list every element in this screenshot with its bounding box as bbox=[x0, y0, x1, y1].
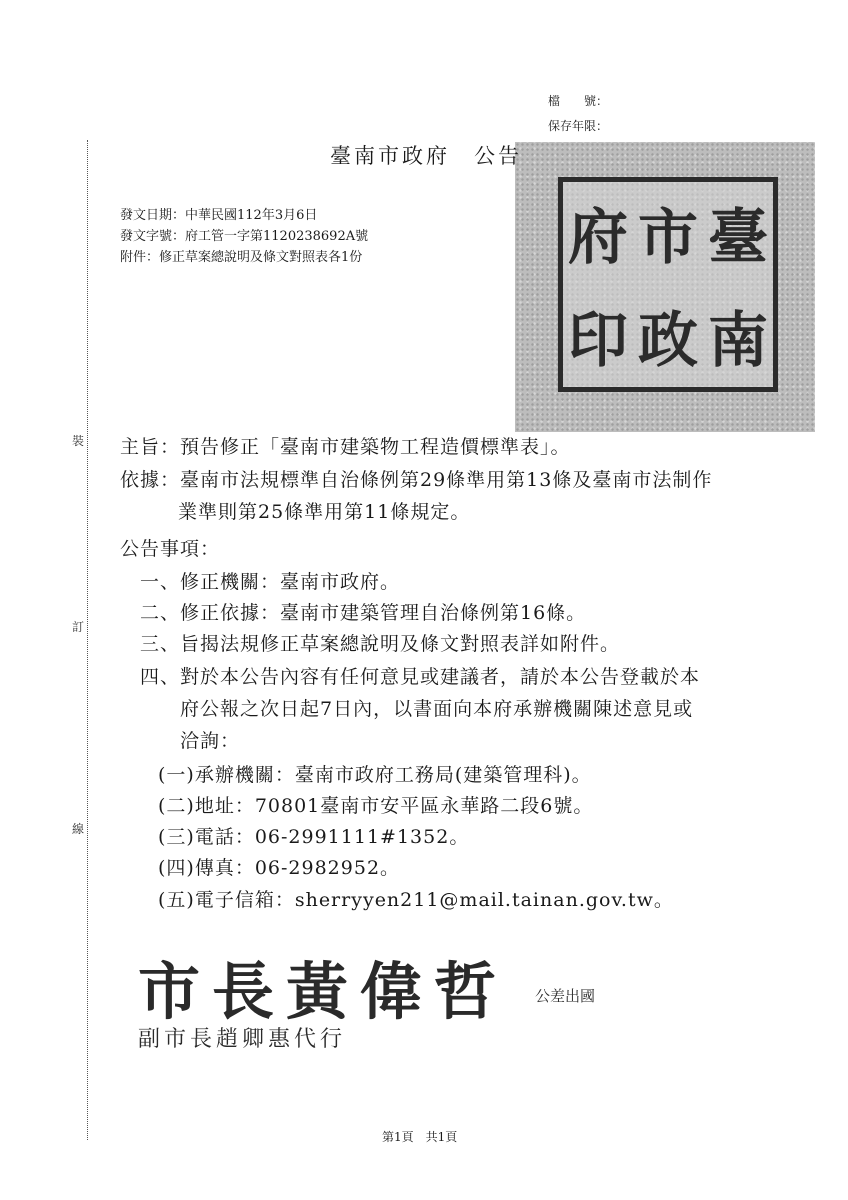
binding-mark-zhuang: 裝 bbox=[72, 434, 85, 448]
document-title: 臺南市政府 公告 bbox=[330, 144, 522, 168]
seal-char: 南 bbox=[708, 305, 768, 376]
binding-mark-ding: 訂 bbox=[72, 620, 85, 634]
file-number-label: 檔 號： bbox=[548, 94, 609, 108]
contact-phone: (三)電話：06-2991111#1352。 bbox=[158, 826, 470, 848]
deputy-mayor-signature: 副市長趙卿惠代行 bbox=[138, 1027, 347, 1052]
notice-heading: 公告事項： bbox=[120, 538, 221, 560]
contact-email: (五)電子信箱：sherryyen211@mail.tainan.gov.tw。 bbox=[158, 889, 674, 911]
attachment-note: 附件：修正草案總說明及條文對照表各1份 bbox=[120, 250, 363, 265]
notice-item-1: 一、修正機關：臺南市政府。 bbox=[140, 571, 401, 593]
seal-char: 印 bbox=[568, 305, 628, 376]
basis-line-2: 業準則第25條準用第11條規定。 bbox=[178, 501, 471, 523]
notice-item-4-line-3: 洽詢： bbox=[180, 730, 241, 752]
contact-agency: (一)承辦機關：臺南市政府工務局(建築管理科)。 bbox=[158, 764, 592, 786]
retention-period-label: 保存年限： bbox=[548, 119, 609, 133]
notice-item-2: 二、修正依據：臺南市建築管理自治條例第16條。 bbox=[140, 602, 587, 624]
subject-line: 主旨：預告修正「臺南市建築物工程造價標準表」。 bbox=[120, 436, 571, 458]
seal-frame bbox=[558, 177, 778, 392]
contact-address: (二)地址：70801臺南市安平區永華路二段6號。 bbox=[158, 795, 594, 817]
mayor-signature: 市長黃偉哲 bbox=[138, 955, 509, 1028]
mayor-absence-note: 公差出國 bbox=[535, 987, 596, 1005]
seal-char: 府 bbox=[568, 203, 628, 274]
seal-char: 市 bbox=[638, 203, 698, 274]
contact-fax: (四)傳真：06-2982952。 bbox=[158, 857, 401, 879]
document-number: 發文字號：府工管一字第1120238692A號 bbox=[120, 229, 369, 244]
seal-char: 臺 bbox=[708, 203, 768, 274]
official-seal bbox=[515, 142, 815, 432]
seal-char: 政 bbox=[638, 305, 698, 376]
issue-date: 發文日期：中華民國112年3月6日 bbox=[120, 208, 318, 223]
page-number: 第1頁 共1頁 bbox=[382, 1130, 458, 1144]
notice-item-4-line-2: 府公報之次日起7日內，以書面向本府承辦機關陳述意見或 bbox=[180, 698, 694, 720]
notice-item-3: 三、旨揭法規修正草案總說明及條文對照表詳如附件。 bbox=[140, 633, 621, 655]
binding-mark-xian: 線 bbox=[72, 822, 85, 836]
basis-line-1: 依據：臺南市法規標準自治條例第29條準用第13條及臺南市法制作 bbox=[120, 469, 713, 491]
notice-item-4-line-1: 四、對於本公告內容有任何意見或建議者，請於本公告登載於本 bbox=[140, 666, 701, 688]
binding-margin-line bbox=[87, 140, 88, 1140]
